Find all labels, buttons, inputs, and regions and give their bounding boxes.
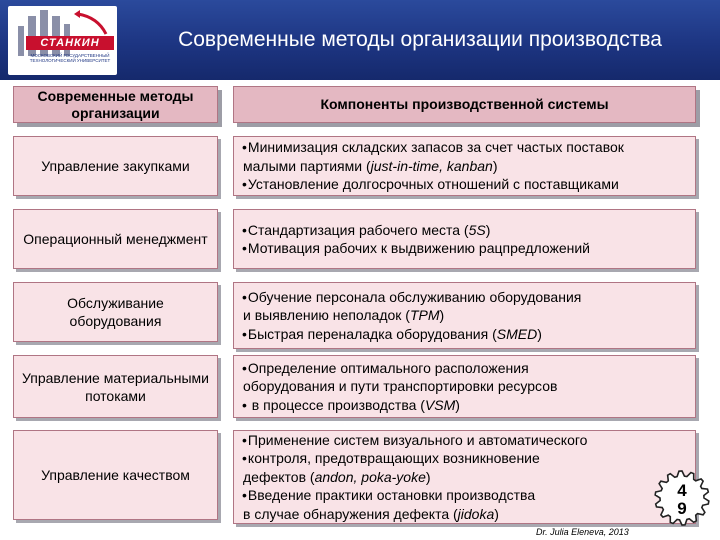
page-number: 4 9 <box>677 481 687 518</box>
component-line <box>242 306 581 325</box>
component-line <box>242 505 587 524</box>
component-text: Введение практики остановки производства <box>247 487 536 504</box>
bullet-glyph: • <box>242 450 247 467</box>
page-title: Современные методы организации производства <box>178 28 662 51</box>
bullet-glyph: • <box>242 288 247 305</box>
component-text: и выявлению неполадок (TPM) <box>243 307 445 324</box>
component-line <box>242 221 590 240</box>
method-cell <box>13 355 218 418</box>
component-lines <box>242 288 581 344</box>
component-text: дефектов (andon, poka-yoke) <box>243 468 431 485</box>
component-text: Быстрая переналадка оборудования (SMED) <box>247 325 542 342</box>
bullet-glyph: • <box>242 431 247 448</box>
bullet-glyph: • <box>242 221 247 238</box>
component-line <box>242 288 581 307</box>
method-cell <box>13 209 218 269</box>
method-label: Управление материальными потоками <box>22 369 209 404</box>
author-credit: Dr. Julia Eleneva, 2013 <box>536 527 629 537</box>
component-text: в случае обнаружения дефекта (jidoka) <box>243 505 499 522</box>
component-lines <box>242 359 557 415</box>
component-text: Стандартизация рабочего места (5S) <box>247 221 491 238</box>
component-text: в процессе производства (VSM) <box>247 396 460 413</box>
component-cell <box>233 430 696 524</box>
page-number-gear <box>652 468 712 528</box>
method-label: Управление закупками <box>41 158 190 174</box>
column-header-components-label: Компоненты производственной системы <box>320 96 609 112</box>
component-text: малыми партиями (just-in-time, kanban) <box>243 157 498 174</box>
component-text: Установление долгосрочных отношений с поставщиками <box>247 176 619 193</box>
method-cell <box>13 430 218 520</box>
component-cell <box>233 136 696 196</box>
column-header-methods-label: Современные методы организации <box>37 87 194 121</box>
component-cell <box>233 282 696 349</box>
component-line <box>242 157 624 176</box>
header-bar <box>0 0 720 80</box>
component-line <box>242 359 557 378</box>
component-line <box>242 377 557 396</box>
component-lines <box>242 221 590 258</box>
component-text: Мотивация рабочих к выдвижению рацпредложений <box>247 240 591 256</box>
component-lines <box>242 138 624 194</box>
component-lines <box>242 431 587 524</box>
component-cell <box>233 209 696 269</box>
stankin-logo <box>8 6 117 75</box>
method-label: Обслуживание оборудования <box>67 295 164 329</box>
column-header-methods <box>13 86 218 123</box>
component-text: Применение систем визуального и автоматического <box>247 431 588 448</box>
component-line <box>242 138 624 157</box>
component-cell <box>233 355 696 418</box>
method-cell <box>13 282 218 342</box>
component-text: Минимизация складских запасов за счет частых поставок <box>247 139 624 156</box>
bullet-glyph: • <box>242 139 247 156</box>
bullet-glyph: • <box>242 396 247 413</box>
logo-subtitle: МОСКОВСКИЙ ГОСУДАРСТВЕННЫЙ ТЕХНОЛОГИЧЕСКИЙ УНИВЕРСИТЕТ <box>29 53 111 63</box>
component-text: контроля, предотвращающих возникновение <box>247 450 540 467</box>
bullet-glyph: • <box>242 325 247 342</box>
method-cell <box>13 136 218 196</box>
component-line <box>242 468 587 487</box>
component-line <box>242 486 587 505</box>
component-line <box>242 396 557 415</box>
method-label: Операционный менеджмент <box>23 231 208 247</box>
component-line <box>242 449 587 468</box>
component-text: оборудования и пути транспортировки ресурсов <box>243 378 558 395</box>
component-line <box>242 239 590 258</box>
component-line <box>242 325 581 344</box>
method-label: Управление качеством <box>41 467 190 483</box>
column-header-components <box>233 86 696 123</box>
component-text: Обучение персонала обслуживанию оборудования <box>247 288 582 305</box>
bullet-glyph: • <box>242 487 247 504</box>
logo-word: СТАНКИН <box>26 36 114 50</box>
component-line <box>242 175 624 194</box>
bullet-glyph: • <box>242 176 247 193</box>
component-text: Определение оптимального расположения <box>247 359 529 376</box>
bullet-glyph: • <box>242 359 247 376</box>
bullet-glyph: • <box>242 240 247 256</box>
component-line <box>242 431 587 450</box>
